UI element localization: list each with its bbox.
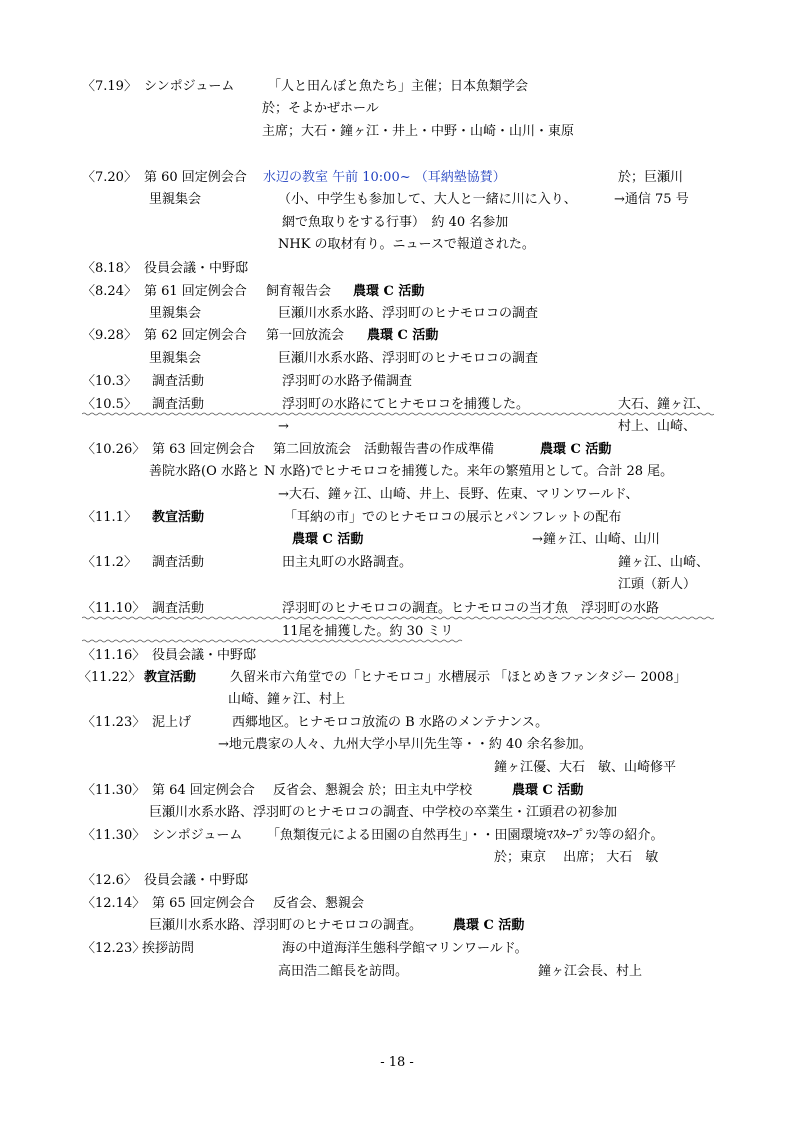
entry-activity: シンポジューム — [152, 828, 243, 843]
entry-date: 〈8.24〉 — [82, 284, 137, 299]
entry-participants: 於；東京 出席； 大石 敏 — [494, 850, 659, 865]
entry-detail: 網で魚取りをする行事） 約 40 名参加 — [282, 215, 509, 230]
entry-date: 〈7.20〉 — [82, 170, 137, 185]
entry-detail: 飼育報告会 — [266, 284, 332, 299]
entry-participants: →鐘ヶ江、山崎、山川 — [532, 532, 660, 547]
entry-detail: 「耳納の市」でのヒナモロコの展示とパンフレットの配布 — [284, 510, 622, 525]
entry-activity: 役員会議・中野邸 — [144, 873, 249, 888]
entry-detail: 主席；大石・鐘ヶ江・井上・中野・山崎・山川・東原 — [262, 124, 575, 139]
entry-activity: 役員会議・中野邸 — [144, 261, 249, 276]
entry-activity: 泥上げ — [152, 715, 192, 730]
entry-activity: 第 62 回定例会合 — [144, 328, 247, 343]
entry-activity: 教宣活動 — [152, 510, 205, 525]
entry-participants: 江頭（新人） — [618, 577, 697, 592]
entry-detail: 巨瀬川水系水路、浮羽町のヒナモロコの調査 — [278, 306, 539, 321]
entry-detail: 山崎、鐘ヶ江、村上 — [228, 692, 346, 707]
spellcheck-underline — [82, 412, 714, 416]
entry-date: 〈11.10〉 — [82, 601, 146, 616]
entry-detail: 高田浩二館長を訪問。 — [278, 964, 409, 979]
entry-activity: 第 64 回定例会合 — [152, 783, 255, 798]
program-tag: 農環 C 活動 — [453, 918, 525, 933]
entry-activity: 第 60 回定例会合 — [144, 170, 247, 185]
program-tag: 農環 C 活動 — [292, 532, 364, 547]
entry-activity: 第 63 回定例会合 — [152, 442, 255, 457]
spellcheck-underline — [82, 639, 464, 643]
entry-detail: 「人と田んぼと魚たち」主催；日本魚類学会 — [268, 79, 529, 94]
entry-activity: 調査活動 — [152, 397, 205, 412]
entry-detail: 反省会、懇親会 — [273, 896, 365, 911]
entry-date: 〈11.1〉 — [82, 510, 137, 525]
entry-activity: 調査活動 — [152, 555, 205, 570]
entry-date: 〈12.6〉 — [82, 873, 137, 888]
entry-date: 〈11.22〉 — [78, 670, 142, 685]
entry-detail: 海の中道海洋生態科学館マリンワールド。 — [282, 941, 528, 956]
entry-activity: 役員会議・中野邸 — [152, 648, 257, 663]
entry-detail: 11尾を捕獲した。約 30 ミリ — [282, 624, 454, 639]
entry-detail: 西郷地区。ヒナモロコ放流の B 水路のメンテナンス。 — [232, 715, 549, 730]
entry-date: 〈10.26〉 — [82, 442, 146, 457]
entry-detail: 巨瀬川水系水路、浮羽町のヒナモロコの調査。 — [149, 918, 423, 933]
entry-highlight: 水辺の教室 午前 10:00~ （耳納塾協賛） — [263, 170, 506, 185]
entry-date: 〈11.16〉 — [82, 648, 146, 663]
entry-detail: 巨瀬川水系水路、浮羽町のヒナモロコの調査、中学校の卒業生・江頭君の初参加 — [149, 805, 618, 820]
entry-date: 〈10.5〉 — [82, 397, 137, 412]
entry-participants: 村上、山崎、 — [618, 419, 697, 434]
entry-activity: 里親集会 — [149, 351, 202, 366]
entry-detail: 第一回放流会 — [266, 328, 345, 343]
entry-detail: 浮羽町の水路予備調査 — [282, 374, 413, 389]
entry-detail: 「魚類復元による田園の自然再生」・・田園環境ﾏｽﾀｰﾌﾟﾗﾝ等の紹介。 — [267, 828, 664, 843]
entry-date: 〈9.28〉 — [82, 328, 137, 343]
entry-participants: 鐘ヶ江優、大石 敏、山崎修平 — [494, 760, 677, 775]
entry-detail: 浮羽町のヒナモロコの調査。ヒナモロコの当才魚 浮羽町の水路 — [282, 601, 660, 616]
entry-detail: NHK の取材有り。ニュースで報道された。 — [278, 237, 535, 252]
spellcheck-underline — [82, 616, 714, 620]
entry-participants: →通信 75 号 — [614, 192, 689, 207]
entry-date: 〈11.2〉 — [82, 555, 137, 570]
entry-detail: （小、中学生も参加して、大人と一緒に川に入り、 — [278, 192, 577, 207]
entry-detail: 巨瀬川水系水路、浮羽町のヒナモロコの調査 — [278, 351, 539, 366]
entry-detail: 浮羽町の水路にてヒナモロコを捕獲した。 — [282, 397, 530, 412]
program-tag: 農環 C 活動 — [540, 442, 612, 457]
entry-detail: → — [278, 419, 289, 434]
entry-detail: 第二回放流会 活動報告書の作成準備 — [273, 442, 495, 457]
entry-activity: 第 65 回定例会合 — [152, 896, 255, 911]
entry-activity: 調査活動 — [152, 601, 205, 616]
entry-activity: 調査活動 — [152, 374, 205, 389]
entry-activity: 第 61 回定例会合 — [144, 284, 247, 299]
entry-date: 〈11.30〉 — [82, 783, 146, 798]
entry-detail: →大石、鐘ヶ江、山崎、井上、長野、佐東、マリンワールド、 — [278, 487, 639, 502]
entry-date: 〈12.14〉 — [82, 896, 146, 911]
entry-date: 〈12.23〉 — [82, 941, 146, 956]
program-tag: 農環 C 活動 — [353, 284, 425, 299]
entry-detail: 善院水路(O 水路と N 水路)でヒナモロコを捕獲した。来年の繁殖用として。合計 28 尾。 — [149, 464, 674, 479]
entry-activity: シンポジューム — [144, 79, 235, 94]
entry-participants: 鐘ヶ江会長、村上 — [538, 964, 643, 979]
entry-participants: 大石、鐘ヶ江、 — [618, 397, 710, 412]
entry-detail: 於；そよかぜホール — [262, 101, 379, 116]
entry-detail: →地元農家の人々、九州大学小早川先生等・・約 40 余名参加。 — [218, 737, 592, 752]
entry-activity: 里親集会 — [149, 306, 202, 321]
program-tag: 農環 C 活動 — [512, 783, 584, 798]
entry-activity: 挨拶訪問 — [142, 941, 195, 956]
entry-activity: 里親集会 — [149, 192, 202, 207]
entry-detail: 反省会、懇親会 於；田主丸中学校 — [273, 783, 473, 798]
entry-activity: 教宣活動 — [144, 670, 197, 685]
entry-date: 〈7.19〉 — [82, 79, 137, 94]
entry-date: 〈11.30〉 — [82, 828, 146, 843]
entry-participants: 鐘ヶ江、山崎、 — [618, 555, 710, 570]
entry-date: 〈8.18〉 — [82, 261, 137, 276]
entry-participants: 於；巨瀬川 — [618, 170, 684, 185]
entry-date: 〈10.3〉 — [82, 374, 137, 389]
entry-date: 〈11.23〉 — [82, 715, 146, 730]
entry-detail: 田主丸町の水路調査。 — [282, 555, 413, 570]
page-number: - 18 - — [380, 1055, 414, 1070]
entry-detail: 久留米市六角堂での「ヒナモロコ」水槽展示 「ほとめきファンタジー 2008」 — [230, 670, 687, 685]
program-tag: 農環 C 活動 — [367, 328, 439, 343]
